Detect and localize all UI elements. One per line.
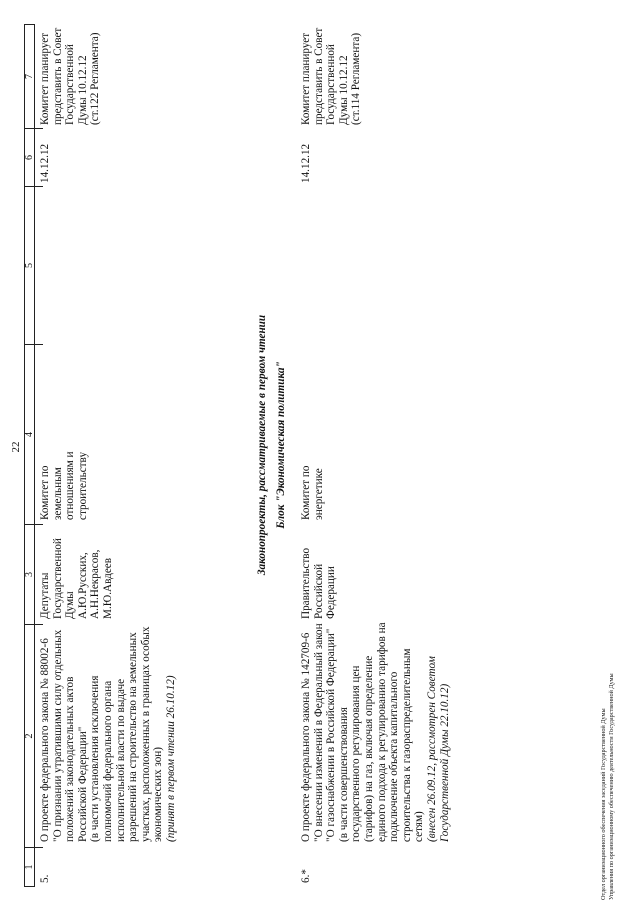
column-divider bbox=[35, 128, 43, 129]
block-heading: Блок "Экономическая политика" bbox=[275, 361, 287, 529]
consideration-date: 14.12.12 bbox=[39, 143, 51, 183]
column-header-7: 7 bbox=[24, 24, 35, 129]
column-header-1: 1 bbox=[24, 847, 35, 887]
column-divider bbox=[35, 847, 43, 848]
bill-title: О проекте федерального закона № 88002-6 "О признании утратившими силу отдельных положений законодательных актов Российской Федерации" (в части установления исключения полномочий федерального органа исполнительной власти по выдаче разрешений на строительство на земельных участках, расположенных в границах особых экономических зон) bbox=[39, 626, 165, 842]
bill-title: О проекте федерального закона № 142709-6 "О внесении изменений в Федеральный закон "О газоснабжении в Российской Федерации" (в части совершенствования государственного регулирования цен (тарифов) на газ, включая определение единого подхода к регулированию тарифов на подключение объекта капитального строительства к газораспределительным сетям) bbox=[300, 622, 426, 842]
section-heading: Законопроекты, рассматриваемые в первом чтении bbox=[256, 314, 268, 576]
bill-author: Депутаты Государственной Думы А.Ю.Русских, А.Н.Некрасов, М.Ю.Авдеев bbox=[39, 538, 114, 619]
committee-plan: Комитет планирует представить в Совет Государственной Думы 10.12.12 (ст.122 Регламента) bbox=[39, 27, 102, 125]
column-header-6: 6 bbox=[24, 128, 35, 187]
bill-status-note: (принят в первом чтении 26.10.12) bbox=[165, 675, 177, 842]
column-divider bbox=[35, 344, 43, 345]
column-header-4: 4 bbox=[24, 344, 35, 525]
responsible-committee: Комитет по энергетике bbox=[300, 465, 325, 520]
column-divider bbox=[35, 186, 43, 187]
consideration-date: 14.12.12 bbox=[300, 143, 312, 183]
column-header-2: 2 bbox=[24, 624, 35, 848]
footer-line: Управления по организационному обеспечению деятельности Государственной Думы bbox=[608, 673, 615, 900]
row-number: 6.* bbox=[300, 869, 312, 883]
page-number: 22 bbox=[10, 441, 22, 453]
bill-author: Правительство Российской Федерации bbox=[300, 547, 338, 619]
bill-status-note: (внесен 26.09.12, рассмотрен Советом Государственной Думы 22.10.12) bbox=[426, 656, 451, 842]
responsible-committee: Комитет по земельным отношениям и строительству bbox=[39, 451, 89, 520]
column-header-3: 3 bbox=[24, 524, 35, 625]
column-header-5: 5 bbox=[24, 186, 35, 345]
row-number: 5. bbox=[39, 874, 51, 883]
footer-line: Отдел организационного обеспечения заседаний Государственной Думы bbox=[600, 708, 607, 900]
committee-plan: Комитет планирует представить в Совет Государственной Думы 10.12.12 (ст.114 Регламента) bbox=[300, 27, 363, 125]
